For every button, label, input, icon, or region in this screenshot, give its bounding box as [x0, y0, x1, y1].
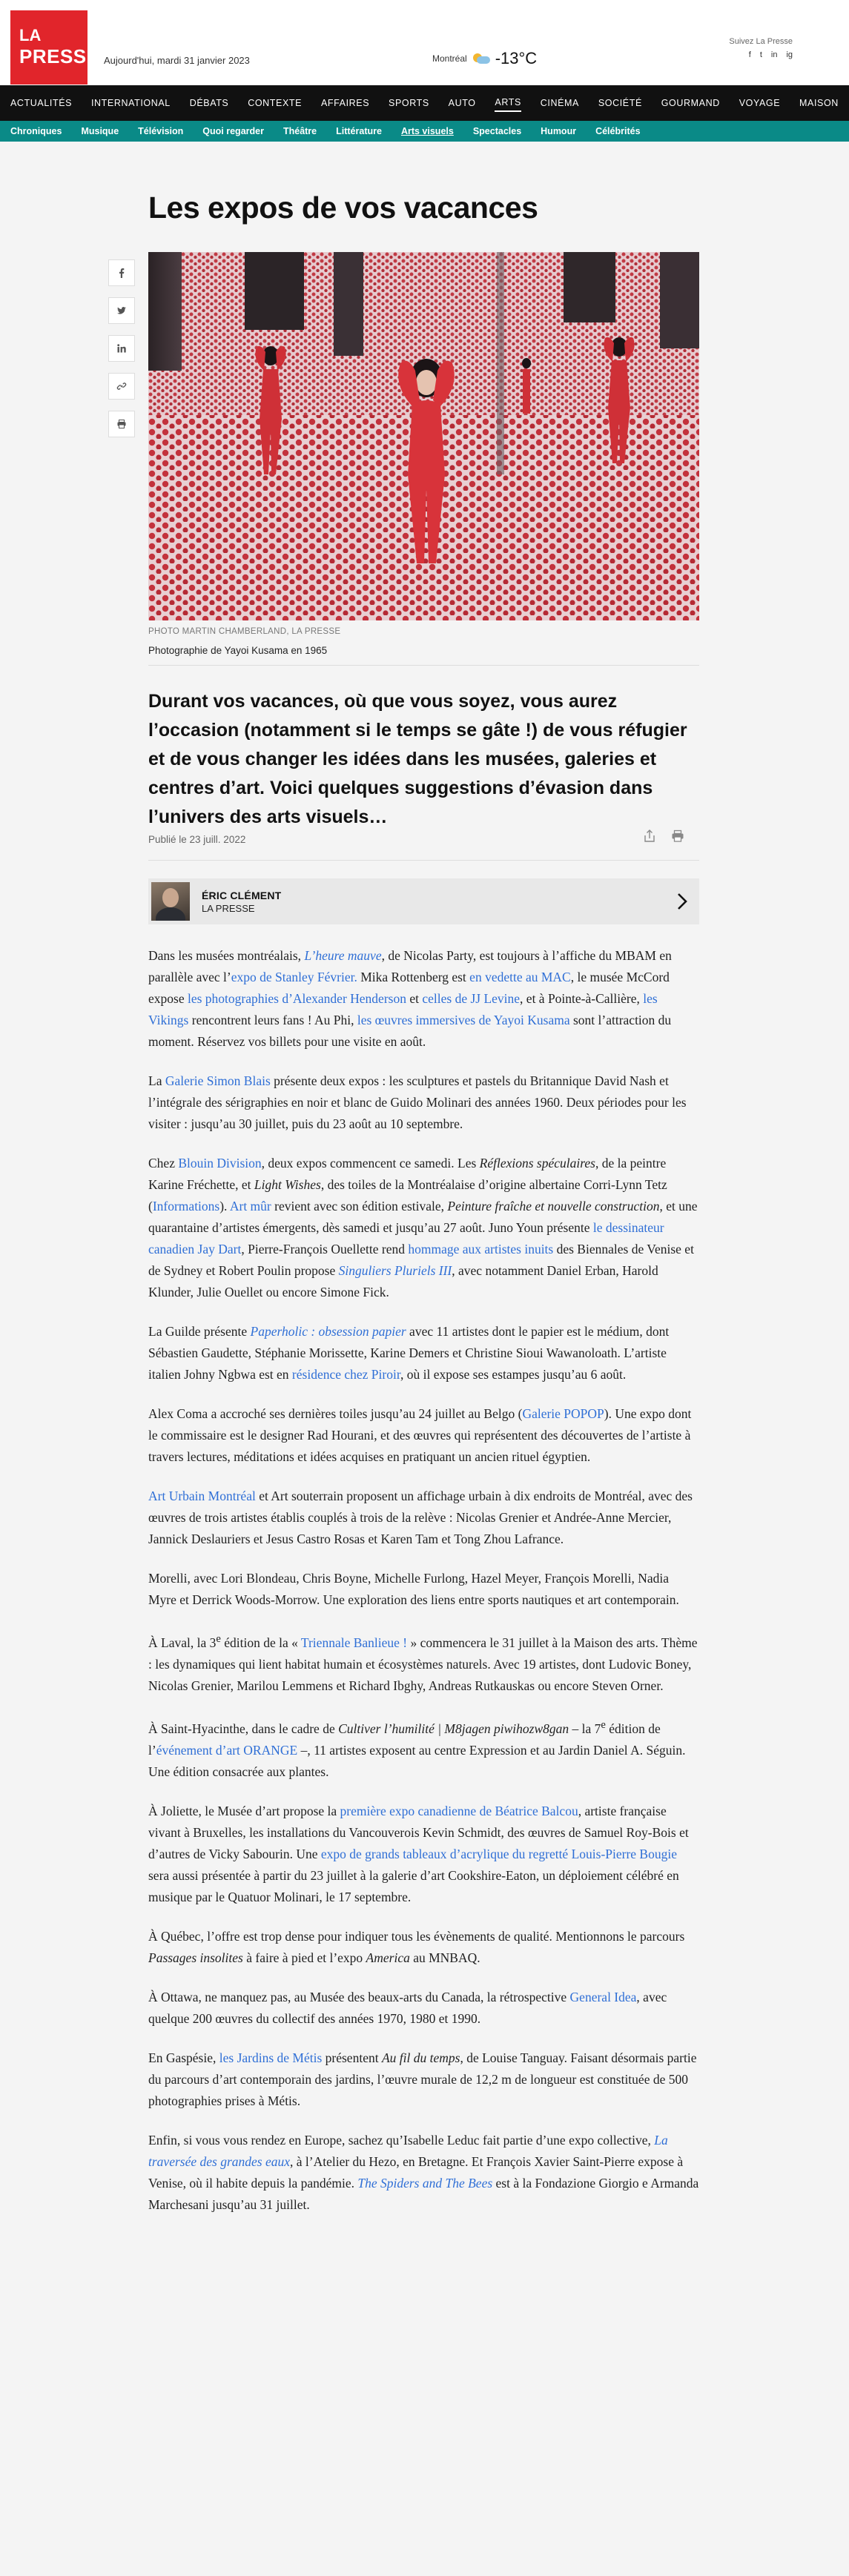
main-navigation	[0, 85, 849, 121]
article-paragraph	[148, 2047, 699, 2112]
article-link[interactable]: le dessinateur canadien Jay Dart	[148, 1220, 664, 1256]
article-link[interactable]: Triennale Banlieue !	[300, 1635, 408, 1650]
nav-item-maison[interactable]: MAISON	[799, 98, 839, 108]
article-link[interactable]: General Idea	[569, 1989, 637, 2004]
author-info	[202, 890, 281, 914]
paragraph-text: à faire à pied et l’expo	[242, 1950, 366, 1965]
paragraph-text: , Pierre-François Ouellette rend	[241, 1242, 409, 1256]
nav-item-international[interactable]: INTERNATIONAL	[90, 98, 171, 108]
paragraph-text: au MNBAQ.	[409, 1950, 480, 1965]
nav-item-affaires[interactable]: AFFAIRES	[320, 98, 370, 108]
paragraph-text: , des toiles de la Montréalaise d’origine albertaine Corri-Lynn Tetz (	[148, 1177, 667, 1213]
subnav-item-spectacles[interactable]: Spectacles	[472, 126, 522, 136]
paragraph-text: –, 11 artistes exposent au centre Expression et au Jardin Daniel A. Séguin. Une édition consacrée aux plantes.	[148, 1742, 686, 1779]
paragraph-text: À Joliette, le Musée d’art propose la	[148, 1803, 340, 1818]
weather-temperature: -13°C	[495, 49, 538, 67]
instagram-icon[interactable]: ig	[786, 50, 793, 59]
article-link[interactable]: les Vikings	[148, 991, 658, 1027]
nav-item-auto[interactable]: AUTO	[448, 98, 476, 108]
paragraph-text: , à l’Atelier du Hezo, en Bretagne. Et François Xavier Saint-Pierre expose à Venise, où il habite depuis la pandémie.	[148, 2153, 684, 2191]
article-paragraph	[148, 1070, 699, 1135]
article-link[interactable]: The Spiders and The Bees	[357, 2175, 493, 2191]
article-paragraph	[148, 1321, 699, 1385]
nav-item-sports[interactable]: SPORTS	[389, 98, 429, 108]
paragraph-text: , où il expose ses estampes jusqu’au 6 août.	[400, 1367, 627, 1382]
article-lede: Durant vos vacances, où que vous soyez, vous aurez l’occasion (notamment si le temps se gâte !) de vous réfugier et de vous changer les idées dans les musées, galeries et centres d’art. Voici quelques suggestions d’évasion dans l’univers des arts visuels…	[148, 691, 687, 827]
nav-item-cinema[interactable]: CINÉMA	[540, 98, 579, 108]
article-link[interactable]: celles de JJ Levine	[422, 991, 521, 1006]
paragraph-text: , et à Pointe-à-Callière,	[520, 991, 644, 1006]
author-avatar	[151, 882, 190, 921]
article-link[interactable]: en vedette au MAC	[469, 970, 571, 984]
la-presse-logo[interactable]	[10, 10, 100, 85]
share-twitter-button[interactable]	[108, 297, 135, 324]
paragraph-text: revient avec son édition estivale,	[271, 1199, 448, 1213]
author-name: ÉRIC CLÉMENT	[202, 889, 282, 901]
paragraph-text: – la 7	[569, 1721, 601, 1736]
follow-label: Suivez La Presse	[729, 37, 793, 46]
paragraph-text: avec 11 artistes dont le papier est le médium, dont Sébastien Gaudette, Stéphanie Morissette, Karine Demers et Christine Sioui Wawanoloath. L’artiste italien Johny Ngbwa est en	[148, 1324, 670, 1382]
article-body	[148, 945, 699, 2234]
paragraph-text: des Biennales de Venise et de Sydney et Robert Poulin propose	[148, 1242, 694, 1278]
paragraph-text: , artiste française vivant à Bruxelles, les installations du Vancouverois Kevin Schmidt, des œuvres de Samuel Roy-Bois et d’autres de Vicky Sabourin. Une	[148, 1803, 689, 1861]
subnav-item-quoi-regarder[interactable]: Quoi regarder	[202, 126, 264, 136]
article-link[interactable]: Blouin Division	[178, 1156, 262, 1171]
linkedin-icon[interactable]: in	[770, 50, 778, 59]
caption-divider	[148, 665, 699, 666]
paragraph-text: et	[406, 991, 423, 1006]
nav-item-societe[interactable]: SOCIÉTÉ	[598, 98, 642, 108]
linkedin-icon	[116, 343, 127, 354]
paragraph-text: et Art souterrain proposent un affichage urbain à dix endroits de Montréal, avec des œuvres de trois artistes établis couplés à trois de la relève : Nicolas Grenier et Andrée-Anne Mercier, Jannick Deslauriers et Jesus Castro Rosas et Karen Tam et Tong Zhou Lafrance.	[148, 1489, 693, 1546]
article-title: Les expos de vos vacances	[148, 191, 538, 225]
paragraph-text: Morelli, avec Lori Blondeau, Chris Boyne, Michelle Furlong, Hazel Meyer, François Morelli, Nadia Myre et Derrick Woods-Morrow. Une exploration des liens entre sports nautiques et art contemporain.	[148, 1571, 679, 1607]
copy-link-button[interactable]	[108, 373, 135, 400]
subnav-item-humour[interactable]: Humour	[541, 126, 577, 136]
paragraph-text: , et une quarantaine d’artistes émergents, dès samedi et jusqu’au 27 août. Juno Youn présente	[148, 1199, 698, 1235]
article-link[interactable]: Galerie Simon Blais	[165, 1073, 271, 1088]
paragraph-text: présentent	[322, 2050, 382, 2065]
nav-item-gourmand[interactable]: GOURMAND	[661, 98, 720, 108]
share-icon[interactable]	[642, 829, 657, 844]
italic-text: Réflexions spéculaires	[479, 1156, 595, 1171]
author-card[interactable]	[148, 878, 699, 924]
article-link[interactable]: hommage aux artistes inuits	[408, 1242, 554, 1256]
article-link[interactable]: Informations	[152, 1199, 220, 1213]
published-date: Publié le 23 juill. 2022	[148, 834, 246, 845]
article-paragraph	[148, 1629, 699, 1697]
paragraph-text: À Saint-Hyacinthe, dans le cadre de	[148, 1721, 339, 1736]
article-link[interactable]: les œuvres immersives de Yayoi Kusama	[357, 1013, 570, 1027]
article-paragraph	[148, 1987, 699, 2030]
article-link[interactable]: les photographies d’Alexander Henderson	[187, 991, 406, 1006]
share-linkedin-button[interactable]	[108, 335, 135, 362]
weather-city: Montréal	[432, 53, 467, 64]
italic-text: Passages insolites	[148, 1950, 243, 1965]
article-link[interactable]: Art mûr	[229, 1199, 271, 1213]
article-paragraph	[148, 1715, 699, 1783]
paragraph-text: Dans les musées montréalais,	[148, 948, 305, 963]
twitter-icon[interactable]: t	[759, 50, 762, 59]
paragraph-text: présente deux expos : les sculptures et pastels du Britannique David Nash et l’intégrale des sérigraphies en noir et blanc de Guido Molinari des années 1960. Deux périodes pour les visiter : jusqu’au 30 juillet, puis du 23 août au 10 septembre.	[148, 1073, 687, 1131]
article-link[interactable]: expo de Stanley Février.	[231, 970, 357, 984]
nav-item-voyage[interactable]: VOYAGE	[739, 98, 781, 108]
facebook-icon[interactable]: f	[748, 50, 751, 59]
subnav-item-litterature[interactable]: Littérature	[336, 126, 382, 136]
logo-line1: LA	[19, 26, 42, 44]
paragraph-text: En Gaspésie,	[148, 2050, 219, 2065]
italic-text: Au fil du temps	[381, 2050, 460, 2065]
paragraph-text: , de la peintre Karine Fréchette, et	[148, 1156, 667, 1192]
article-actions	[642, 829, 685, 844]
nav-item-debats[interactable]: DÉBATS	[189, 98, 229, 108]
paragraph-text: À Ottawa, ne manquez pas, au Musée des beaux-arts du Canada, la rétrospective	[148, 1989, 570, 2004]
article-link[interactable]: La traversée des grandes eaux	[148, 2132, 668, 2169]
article-paragraph	[148, 945, 699, 1053]
paragraph-text: La	[148, 1073, 165, 1088]
article-paragraph	[148, 2130, 699, 2216]
article-link[interactable]: expo de grands tableaux d’acrylique du regretté Louis-Pierre Bougie	[320, 1846, 677, 1861]
paragraph-text: , avec quelque 200 œuvres du collectif des années 1970, 1980 et 1990.	[148, 1989, 667, 2026]
paragraph-text: , le musée McCord expose	[148, 970, 670, 1006]
paragraph-text: La Guilde présente	[148, 1324, 251, 1339]
italic-text: Cultiver l’humilité | M8jagen piwihozw8gan	[338, 1721, 569, 1736]
italic-text: America	[366, 1950, 410, 1965]
article-paragraph	[148, 1153, 699, 1303]
author-organization: LA PRESSE	[202, 902, 255, 914]
top-header	[0, 0, 849, 85]
italic-text: Light Wishes	[254, 1177, 321, 1192]
section-subnavigation	[0, 121, 849, 142]
article-paragraph	[148, 1568, 699, 1611]
article-link[interactable]: Paperholic : obsession papier	[250, 1324, 406, 1339]
article-link[interactable]: Singuliers Pluriels III	[338, 1263, 452, 1278]
byline-divider	[148, 860, 699, 861]
current-date: Aujourd'hui, mardi 31 janvier 2023	[104, 55, 250, 66]
paragraph-text: édition de la «	[220, 1635, 301, 1650]
subnav-item-theatre[interactable]: Théâtre	[283, 126, 317, 136]
share-toolbar	[108, 259, 135, 448]
paragraph-text: , de Nicolas Party, est toujours à l’affiche du MBAM en parallèle avec l’	[148, 948, 672, 984]
photo-credit: PHOTO MARTIN CHAMBERLAND, LA PRESSE	[148, 627, 341, 636]
paragraph-text: sera aussi présentée à partir du 23 juillet à la galerie d’art Cookshire-Eaton, un déploiement célébré en musique par le Quatuor Molinari, le 17 septembre.	[148, 1867, 679, 1904]
paragraph-text: Alex Coma a accroché ses dernières toiles jusqu’au 24 juillet au Belgo (	[148, 1406, 523, 1421]
photo-caption: Photographie de Yayoi Kusama en 1965	[148, 645, 328, 656]
nav-item-arts[interactable]: ARTS	[495, 94, 521, 112]
print-icon	[116, 419, 127, 429]
paragraph-text: À Québec, l’offre est trop dense pour indiquer tous les évènements de qualité. Mentionnons le parcours	[148, 1928, 685, 1944]
subnav-item-celebrites[interactable]: Célébrités	[595, 126, 641, 136]
logo-line2: PRESSE	[19, 45, 100, 67]
facebook-icon	[116, 268, 127, 278]
superscript: e	[216, 1633, 221, 1645]
link-icon	[116, 381, 127, 391]
social-links	[749, 50, 793, 59]
paragraph-text: ).	[219, 1199, 230, 1213]
paragraph-text: Chez	[148, 1156, 179, 1171]
paragraph-text: est à la Fondazione Giorgio e Armanda Marchesani jusqu’au 31 juillet.	[148, 2175, 699, 2212]
paragraph-text: , de Louise Tanguay. Faisant désormais partie du parcours d’art contemporain des jardins, l’œuvre murale de 12,2 m de longueur est constituée de 500 photographies prises à Métis.	[148, 2050, 697, 2108]
article-link[interactable]: résidence chez Piroir	[291, 1367, 400, 1382]
article-link[interactable]: première expo canadienne de Béatrice Balcou	[340, 1803, 578, 1818]
subnav-item-musique[interactable]: Musique	[81, 126, 119, 136]
paragraph-text: , deux expos commencent ce samedi. Les	[261, 1156, 480, 1171]
print-icon[interactable]	[670, 829, 685, 844]
superscript: e	[601, 1718, 606, 1731]
twitter-icon	[116, 305, 127, 316]
paragraph-text: » commencera le 31 juillet à la Maison des arts. Thème : les dynamiques qui lient habitat humain et écosystèmes naturels. Avec 19 artistes, dont Ludovic Boney, Nicolas Grenier, Marilou Lemmens et Richard Ibghy, Andreas Rutkauskas ou encore Steven Orner.	[148, 1635, 698, 1693]
article-link[interactable]: événement d’art ORANGE	[156, 1742, 298, 1758]
share-facebook-button[interactable]	[108, 259, 135, 286]
article-link[interactable]: Art Urbain Montréal	[148, 1489, 256, 1503]
article-paragraph	[148, 1486, 699, 1550]
weather-widget[interactable]	[432, 49, 537, 68]
article-link[interactable]: Galerie POPOP	[522, 1406, 604, 1421]
paragraph-text: , avec notamment Daniel Erban, Harold Klunder, Julie Ouellet ou encore Simone Fick.	[148, 1263, 658, 1299]
article-paragraph	[148, 1403, 699, 1468]
article-paragraph	[148, 1926, 699, 1969]
print-button[interactable]	[108, 411, 135, 437]
paragraph-text: édition de l’	[148, 1721, 661, 1758]
chevron-right-icon	[677, 893, 687, 910]
article-link[interactable]: L’heure mauve	[304, 948, 382, 963]
subnav-item-chroniques[interactable]: Chroniques	[10, 126, 62, 136]
paragraph-text: rencontrent leurs fans ! Au Phi,	[188, 1013, 357, 1027]
subnav-item-television[interactable]: Télévision	[138, 126, 184, 136]
kusama-installation-illustration	[148, 252, 699, 620]
article-photo[interactable]	[148, 252, 699, 620]
italic-text: Peinture fraîche et nouvelle construction	[447, 1199, 660, 1213]
paragraph-text: À Laval, la 3	[148, 1635, 217, 1650]
nav-item-contexte[interactable]: CONTEXTE	[248, 98, 303, 108]
paragraph-text: ). Une expo dont le commissaire est le designer Rad Hourani, et des œuvres qui représentent des découvertes de l’artiste à travers lectures, méditations et idées acquises en pratiquant un ancien rituel égyptien.	[148, 1406, 692, 1464]
article-link[interactable]: les Jardins de Métis	[219, 2050, 323, 2065]
paragraph-text: Mika Rottenberg est	[357, 970, 470, 984]
nav-item-actualites[interactable]: ACTUALITÉS	[10, 98, 73, 108]
article-paragraph	[148, 1801, 699, 1908]
partly-cloudy-icon	[472, 53, 491, 64]
subnav-item-arts-visuels[interactable]: Arts visuels	[400, 126, 454, 136]
paragraph-text: sont l’attraction du moment. Réservez vos billets pour une visite en août.	[148, 1013, 672, 1049]
paragraph-text: Enfin, si vous vous rendez en Europe, sachez qu’Isabelle Leduc fait partie d’une expo collective,	[148, 2132, 655, 2148]
